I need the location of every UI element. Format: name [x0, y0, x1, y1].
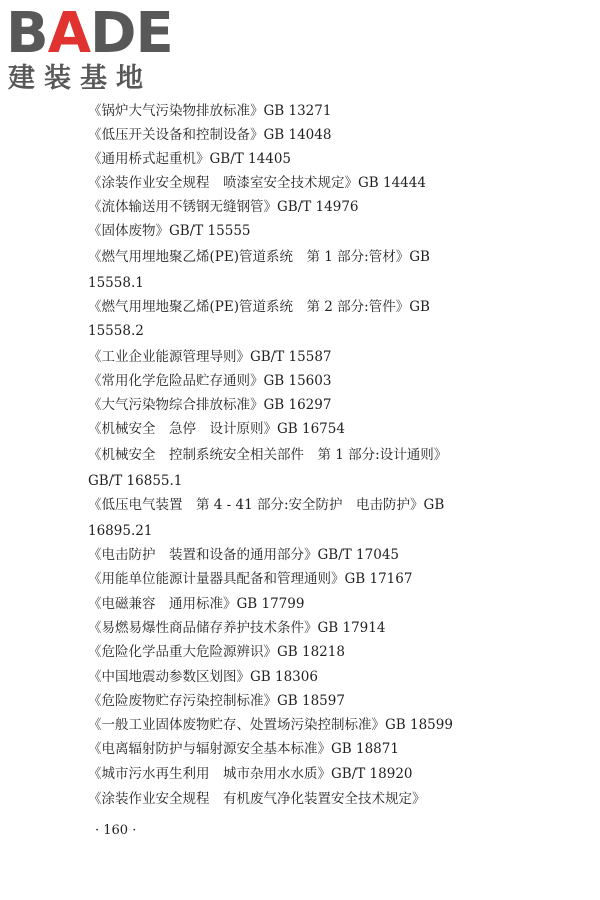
logo — [6, 1, 181, 96]
list-item: 《燃气用埋地聚乙烯(PE)管道系统 第 2 部分:管件》GB — [88, 299, 430, 315]
logo-letter-b: B — [6, 1, 48, 66]
list-item: 《大气污染物综合排放标准》GB 16297 — [88, 397, 332, 413]
list-item: 《一般工业固体废物贮存、处置场污染控制标准》GB 18599 — [88, 717, 453, 733]
logo-letters-de: DE — [90, 1, 173, 66]
list-item-continuation: 15558.2 — [88, 323, 144, 339]
list-item: 《城市污水再生利用 城市杂用水水质》GB/T 18920 — [88, 766, 413, 782]
list-item: 《燃气用埋地聚乙烯(PE)管道系统 第 1 部分:管材》GB — [88, 249, 430, 265]
list-item: 《涂装作业安全规程 喷漆室安全技术规定》GB 14444 — [88, 175, 426, 191]
list-item: 《机械安全 急停 设计原则》GB 16754 — [88, 421, 345, 437]
list-item: 《锅炉大气污染物排放标准》GB 13271 — [88, 103, 332, 119]
list-item: 《机械安全 控制系统安全相关部件 第 1 部分:设计通则》 — [88, 447, 448, 463]
list-item: 《通用桥式起重机》GB/T 14405 — [88, 151, 291, 167]
list-item: 《电磁兼容 通用标准》GB 17799 — [88, 596, 305, 612]
logo-wordmark — [6, 1, 173, 66]
list-item-continuation: 16895.21 — [88, 523, 153, 539]
list-item: 《电击防护 装置和设备的通用部分》GB/T 17045 — [88, 547, 399, 563]
list-item: 《电离辐射防护与辐射源安全基本标准》GB 18871 — [88, 741, 399, 757]
list-item: 《常用化学危险品贮存通则》GB 15603 — [88, 373, 332, 389]
list-item: 《危险化学品重大危险源辨识》GB 18218 — [88, 644, 345, 660]
page-number: · 160 · — [95, 823, 137, 838]
list-item: 《低压电气装置 第 4 - 41 部分:安全防护 电击防护》GB — [88, 497, 445, 513]
list-item-continuation: GB/T 16855.1 — [88, 473, 183, 489]
list-item: 《低压开关设备和控制设备》GB 14048 — [88, 127, 332, 143]
logo-subtitle: 建装基地 — [8, 63, 152, 94]
list-item: 《危险废物贮存污染控制标准》GB 18597 — [88, 693, 345, 709]
list-item: 《固体废物》GB/T 15555 — [88, 223, 251, 239]
list-item: 《用能单位能源计量器具配备和管理通则》GB 17167 — [88, 571, 413, 587]
list-item: 《流体输送用不锈钢无缝钢管》GB/T 14976 — [88, 199, 359, 215]
list-item-continuation: 15558.1 — [88, 275, 144, 291]
list-item: 《易燃易爆性商品储存养护技术条件》GB 17914 — [88, 620, 386, 636]
list-item: 《中国地震动参数区划图》GB 18306 — [88, 669, 318, 685]
list-item: 《涂装作业安全规程 有机废气净化装置安全技术规定》 — [88, 791, 426, 807]
list-item: 《工业企业能源管理导则》GB/T 15587 — [88, 349, 332, 365]
logo-letter-a: A — [47, 1, 91, 66]
